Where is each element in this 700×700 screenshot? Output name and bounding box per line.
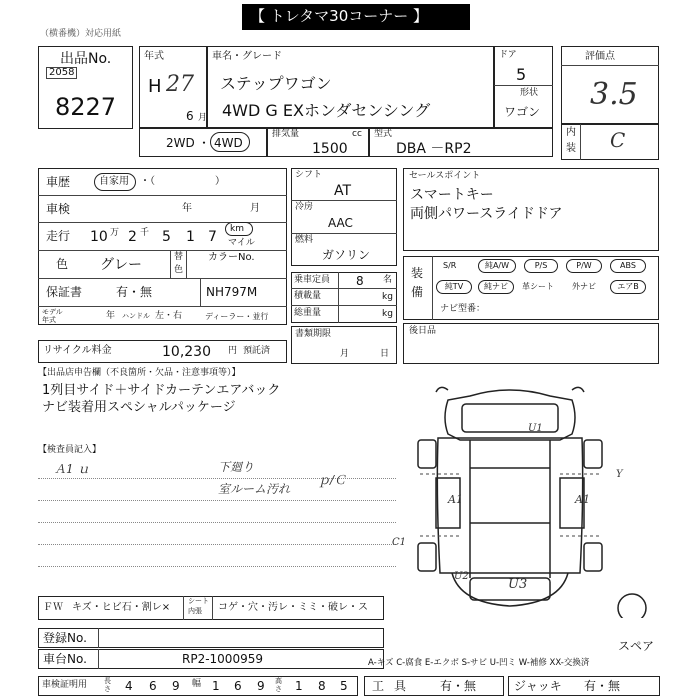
- color-divider-2: [186, 250, 187, 278]
- recycle-label: リサイクル料金: [43, 345, 112, 356]
- capacity-value: 8: [356, 274, 364, 288]
- mileage-v5: 7: [208, 229, 217, 245]
- cert-length-2: 6: [149, 679, 157, 693]
- info-row-line: [38, 195, 287, 196]
- inspector-label: 【検査員記入】: [38, 445, 102, 455]
- condition-divider: [183, 596, 184, 620]
- mileage-u2: 千: [140, 228, 150, 238]
- mileage-v2: 2: [128, 229, 137, 245]
- inspector-note-2: 下廻り: [218, 460, 255, 474]
- inspector-note-3: 室ルーム汚れ: [218, 482, 291, 496]
- equip-ext-navi: 外ナビ: [572, 282, 596, 291]
- weight-label: 総重量: [294, 308, 322, 318]
- mileage-unit-km: km: [230, 224, 244, 234]
- mark-a1-right: A1: [575, 493, 590, 506]
- color-code-value: NH797M: [206, 285, 258, 299]
- mileage-unit-mile: マイル: [228, 238, 255, 248]
- interior-divider: [580, 124, 581, 160]
- handle-label: ハンドル: [122, 312, 150, 320]
- equip-abs: ABS: [610, 259, 646, 273]
- top-note: （横番機）対応用紙: [40, 29, 122, 39]
- color-label: 色: [56, 257, 69, 271]
- model-grade: 4WD G EXホンダセンシング: [222, 101, 431, 120]
- drive-selected-circle: [210, 132, 250, 152]
- chassis-label: 車台No.: [43, 652, 87, 666]
- equipment-label-2: 備: [411, 285, 424, 299]
- interior-value: C: [610, 128, 626, 152]
- mark-u1: U1: [528, 423, 543, 434]
- sales-point-label: セールスポイント: [409, 171, 481, 181]
- shift-label: シフト: [295, 170, 323, 180]
- lot-label: 出品No.: [60, 51, 112, 67]
- cert-length-1: 4: [125, 679, 133, 693]
- inspector-line: [38, 522, 396, 523]
- condition-items-2: コゲ・穴・汚レ・ミミ・破レ・ス: [218, 602, 368, 613]
- mileage-u1: 万: [110, 228, 120, 238]
- equipment-divider: [432, 256, 433, 320]
- seller-notes-line1: 1列目サイド＋サイドカーテンエアバック: [42, 383, 281, 398]
- history-option: 自家用: [99, 176, 129, 187]
- load-label: 積載量: [294, 291, 322, 301]
- capacity-line: [291, 288, 397, 289]
- info-row-line: [38, 278, 287, 279]
- equip-aw: 純A/W: [478, 259, 516, 273]
- condition-items-1: キズ・ヒビ石・割レ×: [72, 602, 171, 613]
- interior-label-2: 装: [566, 143, 576, 154]
- equip-pw: P/W: [566, 259, 602, 273]
- displacement-label: 排気量: [272, 129, 300, 139]
- shift-value: AT: [334, 183, 352, 199]
- warranty-value: 有・無: [116, 285, 153, 299]
- displacement-unit: cc: [352, 129, 362, 139]
- mark-u3: U3: [508, 577, 528, 592]
- spec-line: [291, 233, 397, 234]
- mileage-unit-circle: [225, 222, 253, 236]
- history-label: 車歴: [46, 175, 71, 189]
- sheet-label-2: 内張: [188, 607, 202, 615]
- door-divider: [494, 85, 553, 86]
- records-label: 書類期限: [295, 329, 332, 339]
- year-value: 27: [166, 72, 194, 97]
- equip-airbag: エアB: [610, 280, 646, 294]
- condition-divider: [212, 596, 213, 620]
- header-title: 【 トレタマ30コーナー 】: [250, 7, 429, 25]
- jack-value: 有・無: [584, 679, 621, 693]
- info-row-line: [38, 250, 287, 251]
- equip-navi: 純ナビ: [478, 280, 514, 294]
- mileage-v1: 10: [90, 229, 108, 245]
- cert-height-1: 1: [295, 679, 303, 693]
- equip-ps: P/S: [524, 259, 558, 273]
- color-change-label-1: 替: [174, 252, 184, 262]
- seller-notes-label: 【出品店申告欄（不良箇所・欠品・注意事項等）】: [38, 368, 241, 378]
- inspector-line: [38, 500, 396, 501]
- score-label: 評価点: [585, 51, 615, 62]
- mileage-v3: 5: [162, 229, 171, 245]
- seller-notes-line2: ナビ装着用スペシャルパッケージ: [42, 400, 236, 415]
- history-selected-circle: [94, 173, 136, 191]
- handle-value: 左・右: [155, 311, 183, 321]
- cert-width-3: 9: [257, 679, 265, 693]
- recycle-note: 預託済: [243, 346, 271, 356]
- weight-unit: kg: [382, 309, 393, 319]
- door-label: ドア: [499, 50, 517, 60]
- sheet-label-1: シート: [188, 597, 209, 605]
- tools-label: 工具: [372, 679, 417, 693]
- model-year-unit: 年: [106, 311, 116, 321]
- year-label: 年式: [144, 51, 164, 62]
- year-month: 6: [186, 109, 194, 123]
- car-diagram: [400, 378, 660, 618]
- load-unit: kg: [382, 292, 393, 302]
- fuel-label: 燃料: [295, 235, 314, 245]
- cert-width-1: 1: [212, 679, 220, 693]
- cooling-label: 冷房: [295, 202, 314, 212]
- registration-box: [38, 628, 384, 648]
- color-code-label: カラーNo.: [208, 252, 255, 263]
- cert-width-label: 幅: [192, 679, 202, 689]
- inspector-note-1: Ａ1 ｕ: [54, 462, 90, 476]
- equipment-label-1: 装: [411, 266, 424, 280]
- mark-u2: U2: [454, 571, 469, 582]
- mileage-v4: 1: [186, 229, 195, 245]
- score-value: 3.5: [590, 77, 638, 112]
- recycle-value: 10,230: [162, 344, 211, 360]
- drive-opt1: 2WD: [166, 136, 195, 150]
- legend-text: A-キズ C-腐食 E-エクボ S-サビ U-凹ミ W-補修 XX-交換済: [368, 658, 590, 668]
- spare-label: スペア: [618, 639, 655, 653]
- cert-length-label: 長さ: [104, 677, 111, 693]
- after-parts-label: 後日品: [409, 326, 437, 336]
- drive-sep: ・: [198, 136, 211, 150]
- cert-height-2: 8: [318, 679, 326, 693]
- spec-line: [291, 200, 397, 201]
- inspection-month-unit: 月: [250, 203, 260, 214]
- fuel-value: ガソリン: [322, 248, 371, 262]
- mark-a1-left: A1: [448, 493, 463, 506]
- equip-tv: 純TV: [436, 280, 472, 294]
- cert-height-label: 高さ: [275, 677, 282, 693]
- shape-value: ワゴン: [504, 105, 541, 119]
- chassis-divider: [98, 649, 99, 669]
- capacity-unit: 名: [383, 275, 393, 285]
- model-year-label-2: 年式: [42, 316, 56, 324]
- type-value: DBA －RP2: [396, 141, 472, 157]
- inspection-label: 車検: [46, 202, 71, 216]
- sales-point-line2: 両側パワースライドドア: [410, 206, 563, 222]
- equip-leather: 革シート: [522, 282, 554, 291]
- color-value: グレー: [100, 257, 142, 273]
- drive-opt2: 4WD: [214, 136, 243, 150]
- mark-c1: C1: [392, 537, 407, 548]
- equip-sr: S/R: [443, 261, 457, 270]
- color-divider: [170, 250, 171, 278]
- color-change-label-2: 色: [174, 265, 184, 275]
- interior-label-1: 内: [566, 127, 576, 138]
- dealer-label: ディーラー・並行: [205, 312, 269, 321]
- info-row-line: [38, 306, 287, 307]
- model-label: 車名・グレード: [212, 51, 282, 62]
- inspector-note-4: ｐ/Ｃ: [318, 473, 347, 487]
- model-name: ステップワゴン: [220, 74, 332, 93]
- cooling-value: AAC: [328, 216, 353, 230]
- capacity-label: 乗車定員: [294, 275, 331, 285]
- year-era: H: [148, 76, 162, 97]
- records-day-unit: 日: [380, 349, 390, 359]
- sales-point-line1: スマートキー: [410, 187, 494, 203]
- inspector-line: [38, 544, 396, 545]
- recycle-unit: 円: [228, 346, 238, 356]
- inspector-line: [38, 566, 396, 567]
- cert-height-3: 5: [340, 679, 348, 693]
- navi-model-label: ナビ型番：: [440, 304, 486, 314]
- mark-y: Y: [616, 469, 623, 480]
- displacement-value: 1500: [312, 141, 348, 157]
- capacity-divider: [338, 272, 339, 323]
- cert-label: 車検証明用: [42, 680, 88, 690]
- fw-label: ＦＷ: [43, 602, 63, 613]
- history-rest: ・（ ）: [140, 176, 225, 187]
- after-parts-box: [403, 323, 659, 364]
- registration-divider: [98, 628, 99, 648]
- capacity-line: [291, 305, 397, 306]
- warranty-label: 保証書: [46, 285, 83, 299]
- lot-number: 8227: [55, 93, 117, 121]
- cert-length-3: 9: [172, 679, 180, 693]
- jack-label: ジャッキ: [514, 679, 562, 693]
- cert-width-2: 6: [234, 679, 242, 693]
- lot-stamp: 2058: [46, 67, 77, 79]
- records-month-unit: 月: [340, 349, 350, 359]
- score-divider: [561, 65, 659, 66]
- model-year-label-1: モデル: [42, 308, 63, 316]
- door-value: 5: [516, 65, 527, 84]
- mileage-label: 走行: [46, 229, 71, 243]
- inspection-year-unit: 年: [182, 203, 192, 214]
- chassis-value: RP2-1000959: [182, 652, 263, 666]
- registration-label: 登録No.: [43, 631, 87, 645]
- year-month-unit: 月: [198, 113, 208, 123]
- warranty-divider: [200, 278, 201, 306]
- tools-value: 有・無: [440, 679, 477, 693]
- type-label: 型式: [374, 129, 393, 139]
- shape-label: 形状: [520, 88, 539, 98]
